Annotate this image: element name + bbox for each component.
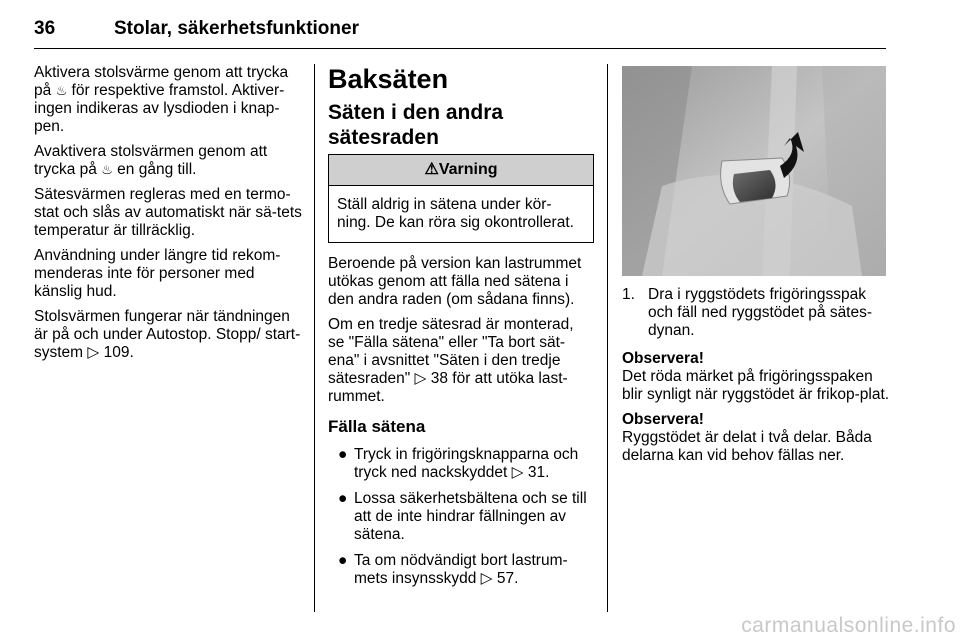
seat-heat-icon: ♨ [101,162,113,177]
list-item: ● Lossa säkerhetsbältena och se till att de inte hindrar fällningen av sätena. [338,490,587,543]
note-label: Observera! [622,350,704,367]
list-item: ● Tryck in frigöringsknapparna och tryck ned nackskyddet ▷ 31. [338,446,579,481]
list-item: 1. Dra i ryggstödets frigöringsspak och fäll ned ryggstödet på sätes-dynan. [622,286,873,339]
note-label: Observera! [622,411,704,428]
warning-box [328,154,594,243]
section-heading: Baksäten [328,64,449,94]
bullet-icon: ● [338,446,348,463]
paragraph-usage: Användning under längre tid rekom-menderas inte för personer med känslig hud. [34,247,281,300]
page-number: 36 [34,18,56,39]
subsection-heading: Säten i den andra sätesraden [328,101,504,149]
watermark: carmanualsonline.info [741,614,956,637]
paragraph-deactivate: Avaktivera stolsvärmen genom att trycka på ♨ en gång till. [34,143,268,178]
note-text: Det röda märket på frigöringsspaken blir synligt när ryggstödet är frikop-plat. [622,368,890,403]
column-divider [607,64,608,612]
fold-heading: Fälla sätena [328,417,426,436]
column-middle [328,64,594,596]
paragraph-third-row: Om en tredje sätesrad är monterad, se "Fälla sätena" eller "Ta bort sät-ena" i avsnittet "Säten i den tredje sätesraden" ▷ 38 för att utöka last-rummet. [328,316,574,405]
step-number: 1. [622,286,635,303]
seat-illustration-svg [622,66,886,276]
bullet-icon: ● [338,552,348,569]
reference-arrow-icon: ▷ [511,464,524,481]
paragraph-ignition: Stolsvärmen fungerar när tändningen är på och under Autostop. Stopp/ start-system ▷ 109. [34,308,301,361]
list-item: ● Ta om nödvändigt bort lastrum-mets insynsskydd ▷ 57. [338,552,568,587]
column-right [622,286,890,472]
page-header [34,8,886,49]
reference-arrow-icon: ▷ [414,370,427,387]
note-text: Ryggstödet är delat i två delar. Båda delarna kan vid behov fällas ner. [622,429,872,464]
column-divider [314,64,315,612]
fold-steps-list [328,446,594,588]
column-left [34,64,302,369]
paragraph-thermostat: Sätesvärmen regleras med en termo-stat och slås av automatiskt när sä-tets temperatur är tillräcklig. [34,186,302,239]
reference-arrow-icon: ▷ [480,570,493,587]
paragraph-version: Beroende på version kan lastrummet utökas genom att fälla ned sätena i den andra raden (om sådana finns). [328,255,582,308]
bullet-icon: ● [338,490,348,507]
seat-heat-icon: ♨ [55,83,68,98]
reference-arrow-icon: ▷ [87,344,100,361]
warning-text: Ställ aldrig in sätena under kör-ning. De kan röra sig okontrollerat. [337,196,574,231]
warning-header: ⚠Varning [329,155,593,186]
paragraph-activate: Aktivera stolsvärme genom att trycka på ♨ för respektive framstol. Aktiver-ingen indikeras av lysdioden i knap-pen. [34,64,289,135]
seat-release-illustration [622,66,886,276]
page-title: Stolar, säkerhetsfunktioner [114,18,359,39]
warning-icon: ⚠ [424,161,439,178]
